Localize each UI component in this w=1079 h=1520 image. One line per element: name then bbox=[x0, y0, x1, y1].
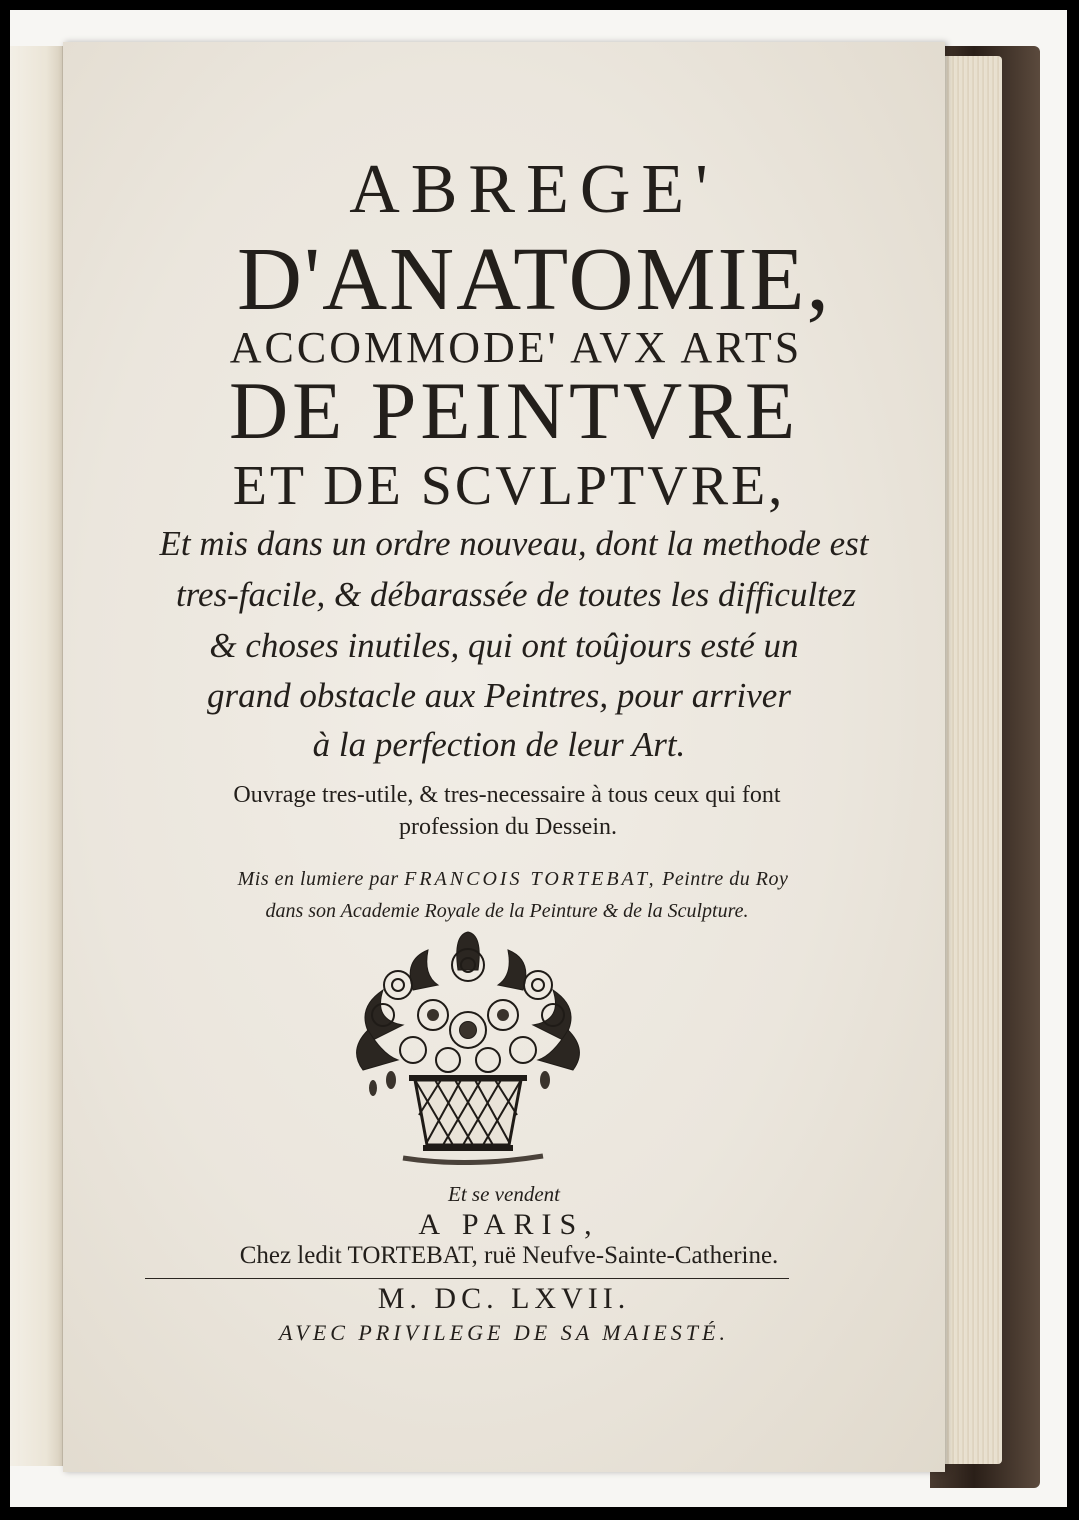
academy-line: dans son Academie Royale de la Peinture & de la Sculpture. bbox=[265, 900, 749, 922]
title-line-4: DE PEINTVRE bbox=[228, 365, 800, 456]
address-line: Chez ledit TORTEBAT, ruë Neufve-Sainte-Catherine. bbox=[239, 1242, 779, 1269]
author-line bbox=[72, 868, 954, 891]
divider-rule bbox=[145, 1278, 789, 1279]
utility-note-line: profession du Dessein. bbox=[399, 814, 617, 840]
description-line: & choses inutiles, qui ont toûjours esté un bbox=[209, 626, 799, 665]
privilege-line: AVEC PRIVILEGE DE SA MAIESTÉ. bbox=[279, 1320, 729, 1345]
year-line: M. DC. LXVII. bbox=[377, 1282, 631, 1315]
description-line: à la perfection de leur Art. bbox=[312, 725, 686, 764]
title-line-1: ABREGE' bbox=[349, 151, 719, 228]
author-prefix: Mis en lumiere par bbox=[237, 868, 399, 890]
description-line: grand obstacle aux Peintres, pour arriver bbox=[207, 676, 791, 715]
author-name: FRANCOIS TORTEBAT, bbox=[404, 868, 657, 890]
description-line: tres-facile, & débarassée de toutes les difficultez bbox=[175, 575, 857, 614]
title-page bbox=[63, 42, 945, 1472]
title-line-3: ACCOMMODE' AVX ARTS bbox=[229, 323, 803, 372]
left-page-edge bbox=[10, 46, 63, 1466]
description-line: Et mis dans un ordre nouveau, dont la methode est bbox=[159, 524, 869, 563]
title-line-5: ET DE SCVLPTVRE, bbox=[232, 455, 786, 517]
utility-note-line: Ouvrage tres-utile, & tres-necessaire à tous ceux qui font bbox=[233, 782, 781, 808]
sold-line: Et se vendent bbox=[448, 1182, 560, 1206]
flower-basket-icon bbox=[343, 930, 593, 1165]
author-suffix: Peintre du Roy bbox=[662, 868, 789, 890]
city-line: A PARIS, bbox=[418, 1208, 600, 1241]
title-line-2: D'ANATOMIE, bbox=[236, 230, 832, 329]
photo-frame bbox=[10, 10, 1067, 1507]
